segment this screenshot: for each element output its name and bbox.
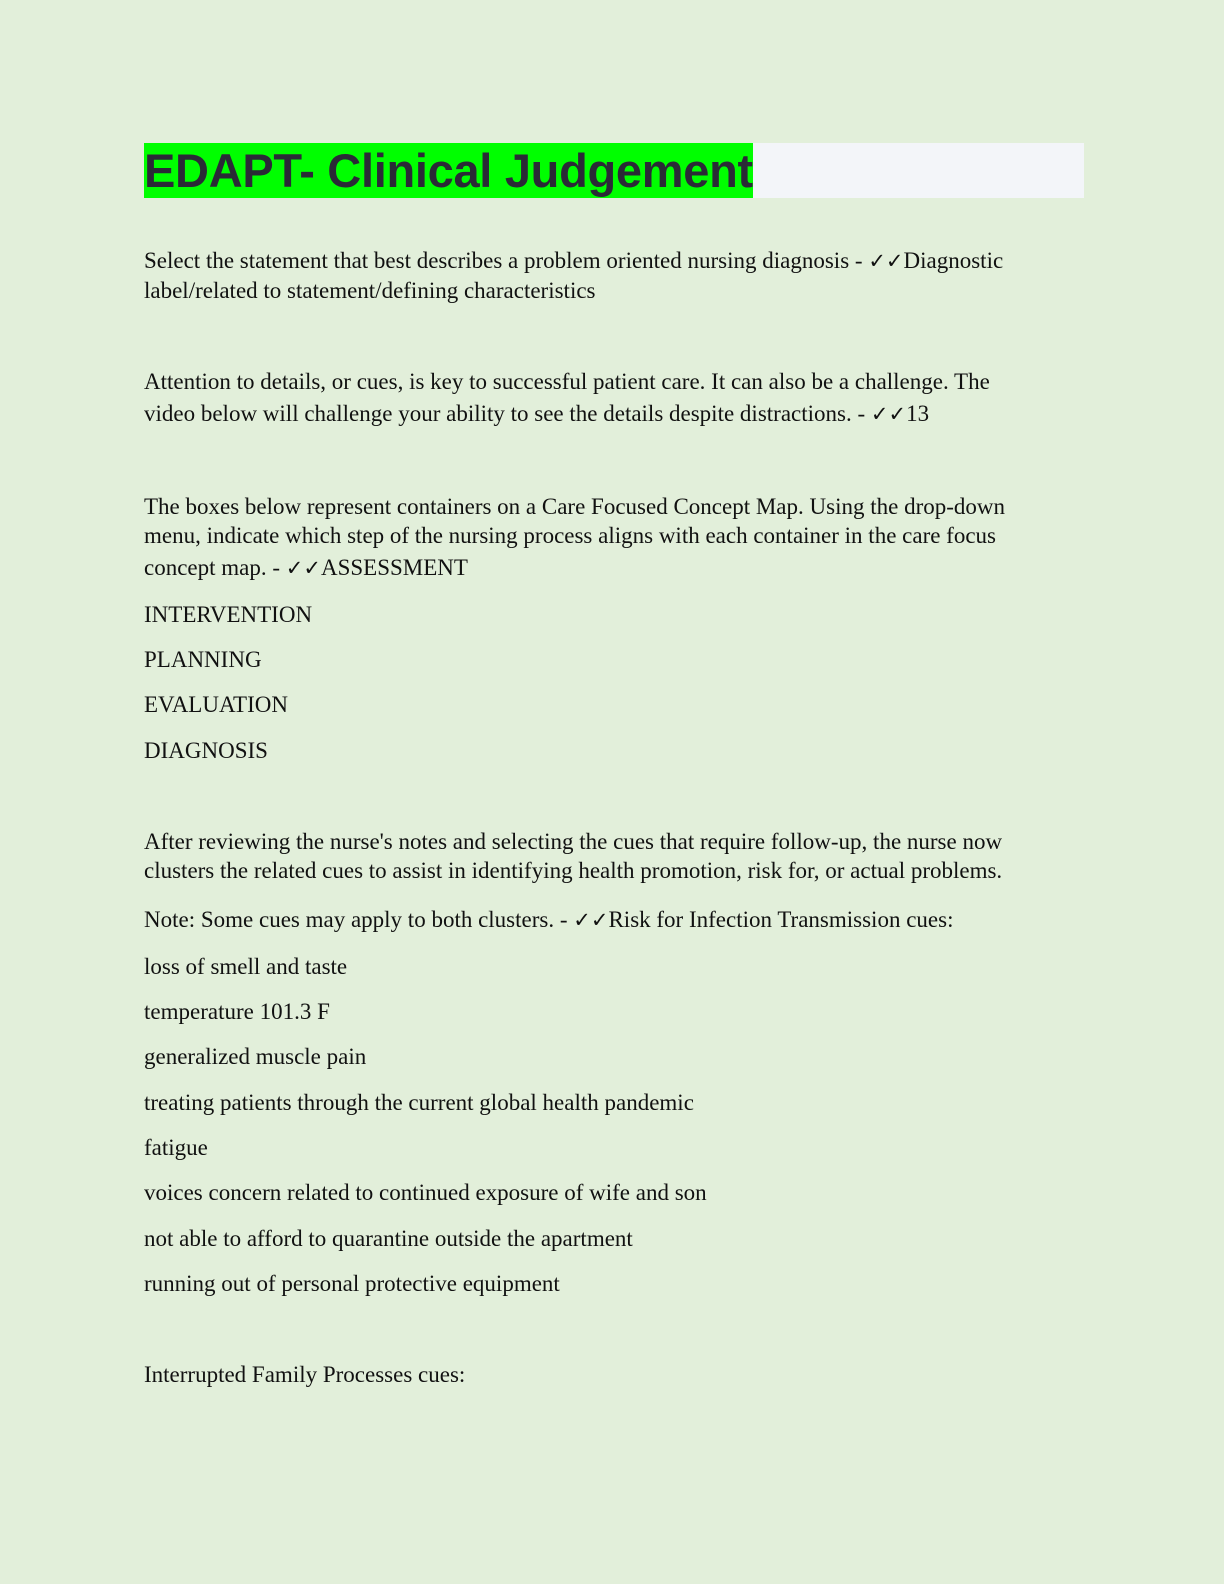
cue-list-item: fatigue [144,1135,208,1160]
cue-list-item: treating patients through the current global health pandemic [144,1090,694,1115]
q4-line-2: clusters the related cues to assist in identifying health promotion, risk for, or actual problems. [144,858,1003,883]
cue-list-item: voices concern related to continued exposure of wife and son [144,1180,707,1205]
q4-line-3: Note: Some cues may apply to both clusters. - ✓✓Risk for Infection Transmission cues: [144,907,954,932]
q2-line-2: video below will challenge your ability to see the details despite distractions. - ✓✓13 [144,401,930,426]
q3-answer: DIAGNOSIS [144,738,268,763]
cluster-2-heading: Interrupted Family Processes cues: [144,1362,466,1387]
page-title: EDAPT- Clinical Judgement [144,144,753,197]
check-mark-icon: ✓✓ [285,556,321,580]
cue-list-item: temperature 101.3 F [144,999,330,1024]
q3-line-3: concept map. - ✓✓ASSESSMENT [144,555,468,580]
q3-answer: EVALUATION [144,692,288,717]
q2-line-1: Attention to details, or cues, is key to successful patient care. It can also be a challenge. The [144,369,990,394]
check-mark-icon: ✓✓ [870,402,907,426]
q3-answer: PLANNING [144,647,262,672]
q1-line-2: label/related to statement/defining characteristics [144,278,596,303]
cue-list-item: generalized muscle pain [144,1044,367,1069]
cue-list-item: loss of smell and taste [144,954,348,979]
q1-line-1: Select the statement that best describes a problem oriented nursing diagnosis - ✓✓Diagnostic [144,248,1004,273]
check-mark-icon: ✓✓ [573,908,609,932]
cue-list-item: not able to afford to quarantine outside the apartment [144,1226,633,1251]
check-mark-icon: ✓✓ [868,249,904,273]
q4-line-1: After reviewing the nurse's notes and selecting the cues that require follow-up, the nurse now [144,829,1003,854]
cue-list-item: running out of personal protective equipment [144,1271,560,1296]
q3-answer: INTERVENTION [144,602,313,627]
q3-line-1: The boxes below represent containers on a Care Focused Concept Map. Using the drop-down [144,494,1005,519]
q3-line-2: menu, indicate which step of the nursing process aligns with each container in the care focus [144,523,996,548]
